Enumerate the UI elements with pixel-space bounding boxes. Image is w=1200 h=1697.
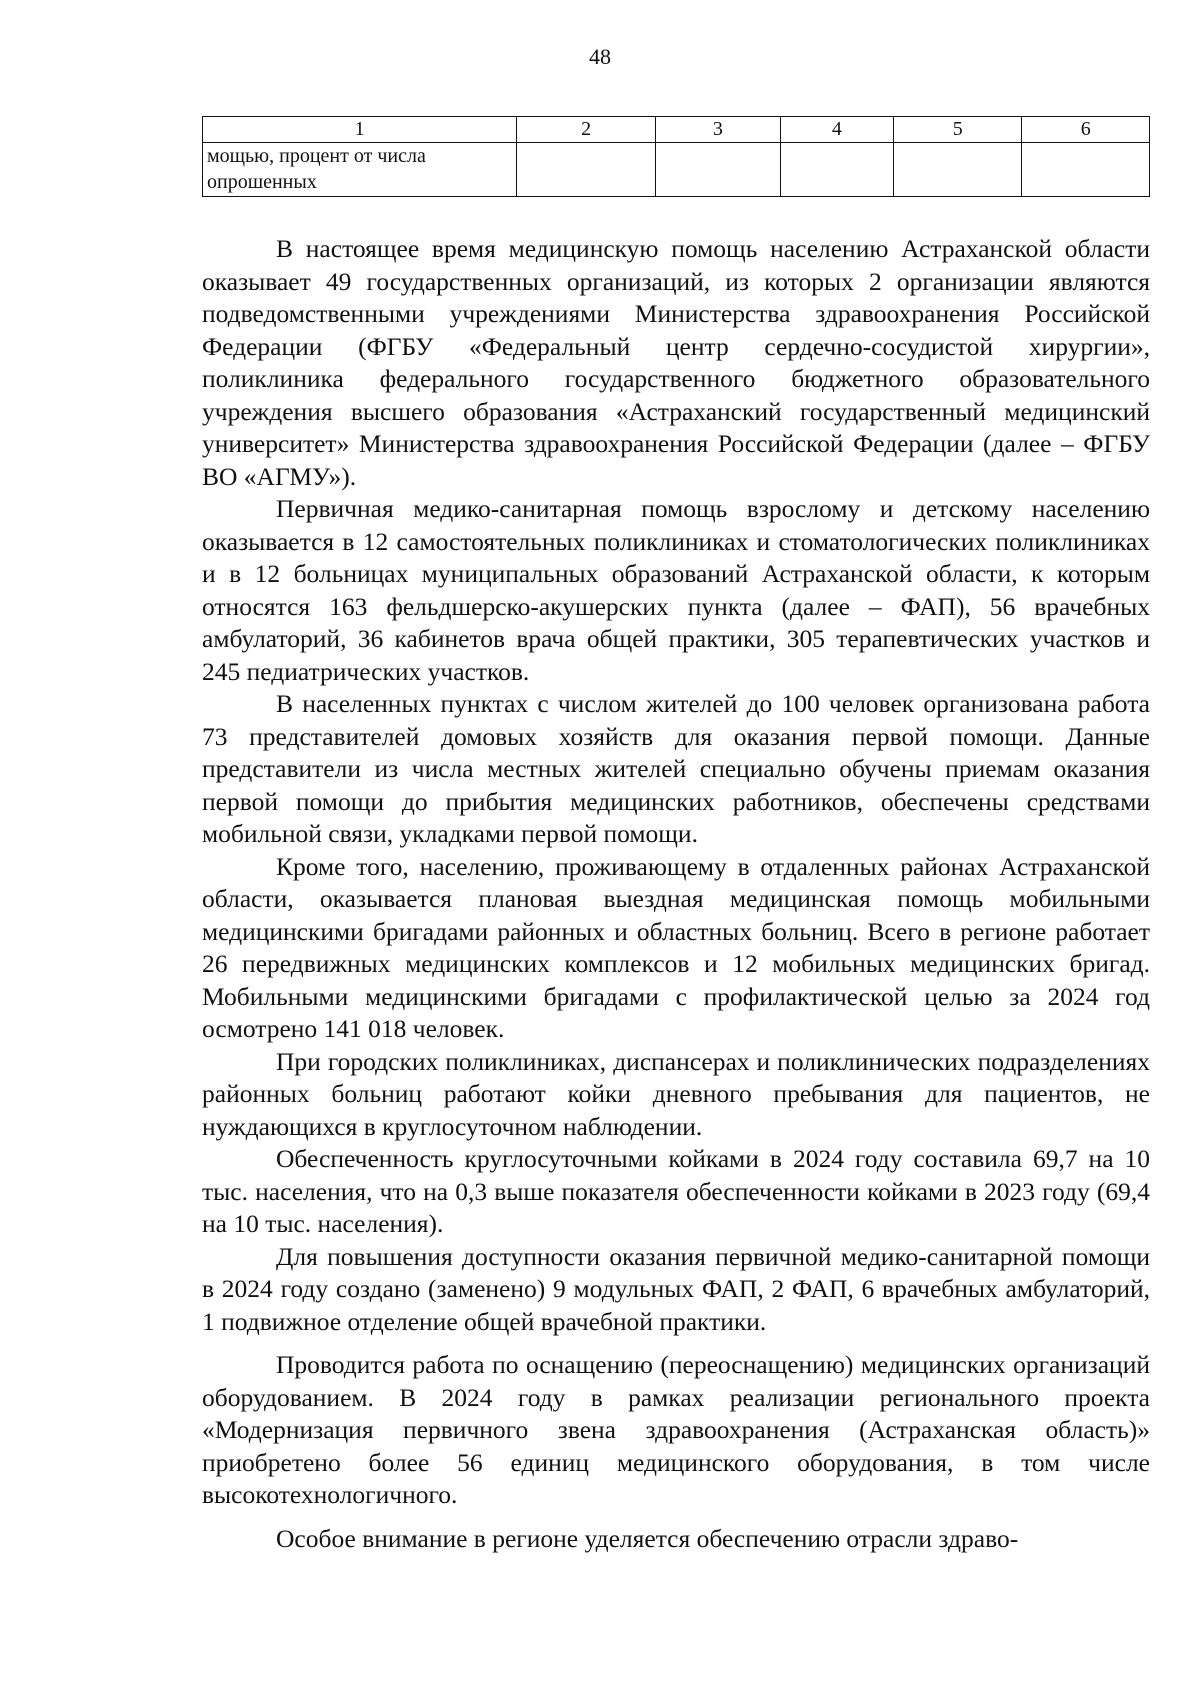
body-text (202, 233, 1150, 1555)
table-cell (656, 143, 781, 197)
table-cell (517, 143, 656, 197)
table-cell (893, 143, 1021, 197)
paragraph: Особое внимание в регионе уделяется обеспечению отрасли здраво- (276, 1523, 1019, 1553)
paragraph: Обеспеченность круглосуточными койками в 2024 году составила 69,7 на 10 тыс. населения, что на 0,3 выше показателя обеспеченности койками в 2023 году (69,4 на 10 тыс. населения). (202, 1144, 1150, 1238)
indicator-line-1: мощью, процент от числа (207, 145, 426, 167)
table-row (203, 143, 1150, 197)
paragraph: Первичная медико-санитарная помощь взрослому и детскому населению оказывается в 12 самостоятельных поликлиниках и стоматологических поликлиниках и в 12 больницах муниципальных образований Астраханской области, к которым относятся 163 фельдшерско-акушерских пункта (далее – ФАП), 56 врачебных амбулаторий, 36 кабинетов врача общей практики, 305 терапевтических участков и 245 педиатрических участков. (202, 494, 1150, 686)
table-header-row (203, 117, 1150, 143)
table-header-cell: 2 (517, 117, 656, 143)
paragraph: В населенных пунктах с числом жителей до 100 человек организована работа 73 представителей домовых хозяйств для оказания первой помощи. Данные представители из числа местных жителей специально обучены приемам оказания первой помощи до прибытия медицинских работников, обеспечены средствами мобильной связи, укладками первой помощи. (202, 689, 1150, 848)
table-header-cell: 5 (893, 117, 1021, 143)
table-header-cell: 4 (780, 117, 893, 143)
table-header-cell: 6 (1022, 117, 1150, 143)
paragraph: Для повышения доступности оказания первичной медико-санитарной помощи в 2024 году создано (заменено) 9 модульных ФАП, 2 ФАП, 6 врачебных амбулаторий, 1 подвижное отделение общей врачебной практики. (202, 1241, 1150, 1336)
paragraph: В настоящее время медицинскую помощь населению Астраханской области оказывает 49 государственных организаций, из которых 2 организации являются подведомственными учреждениями Министерства здравоохранения Российской Федерации (ФГБУ «Федеральный центр сердечно-сосудистой хирургии», поликлиника федерального государственного бюджетного образовательного учреждения высшего образования «Астраханский государственный медицинский университет» Министерства здравоохранения Российской Федерации (далее – ФГБУ ВО «АГМУ»). (202, 234, 1150, 491)
table-header-cell: 3 (656, 117, 781, 143)
paragraph: Кроме того, населению, проживающему в отдаленных районах Астраханской области, оказывается плановая выездная медицинская помощь мобильными медицинскими бригадами районных и областных больниц. Всего в регионе работает 26 передвижных медицинских комплексов и 12 мобильных медицинских бригад. Мобильными медицинскими бригадами с профилактической целью за 2024 год осмотрено 141 018 человек. (202, 851, 1150, 1043)
table-cell (1022, 143, 1150, 197)
table-header-cell: 1 (203, 117, 517, 143)
paragraph: Проводится работа по оснащению (переоснащению) медицинских организаций оборудованием. В 2024 году в рамках реализации регионального проекта «Модернизация первичного звена здравоохранения (Астраханская область)» приобретено более 56 единиц медицинского оборудования, в том числе высокотехнологичного. (202, 1350, 1150, 1509)
paragraph: При городских поликлиниках, диспансерах и поликлинических подразделениях районных больниц работают койки дневного пребывания для пациентов, не нуждающихся в круглосуточном наблюдении. (202, 1046, 1150, 1141)
page-number: 48 (589, 44, 611, 69)
continuation-table (202, 116, 1150, 197)
table-cell (780, 143, 893, 197)
table-cell-indicator (203, 143, 517, 197)
indicator-line-2: опрошенных (207, 171, 317, 193)
